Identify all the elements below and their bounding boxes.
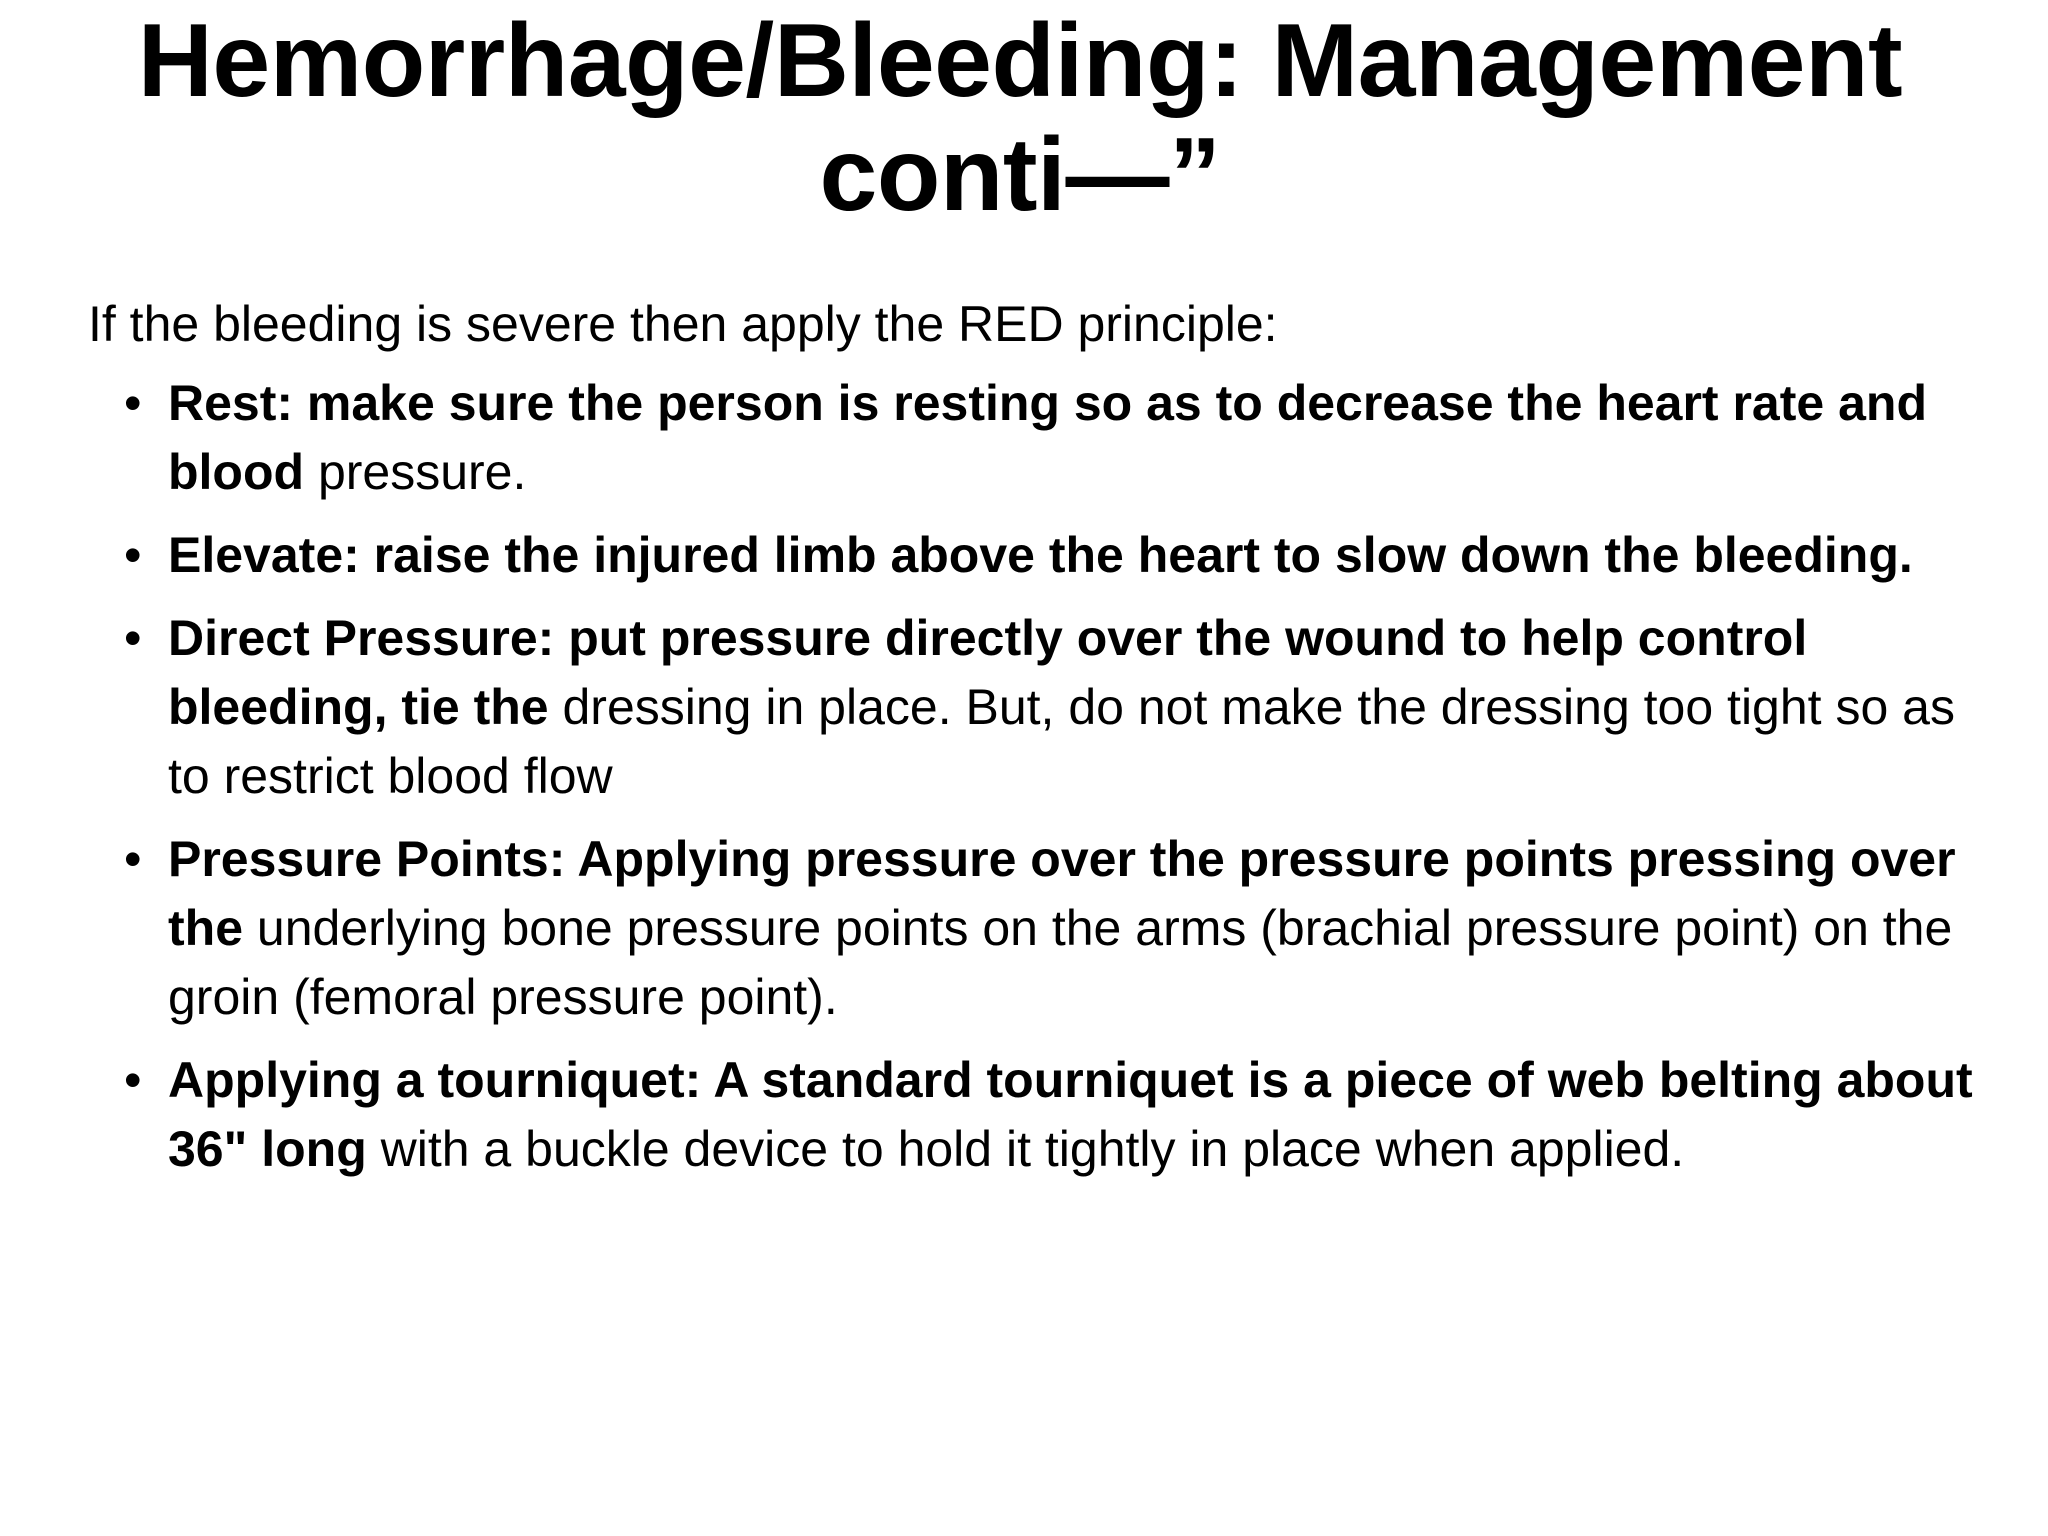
bullet-rest-normal: pressure. [304, 444, 527, 500]
bullet-dot: • [124, 610, 142, 666]
intro-text: If the bleeding is severe then apply the RED principle: [88, 296, 1278, 352]
bullet-rest [88, 369, 1988, 507]
slide-body [88, 290, 1988, 1198]
bullet-tourniquet [88, 1046, 1988, 1184]
bullet-direct-pressure-bold: Direct Pressure: put pressure directly over the wound to help control bleeding, tie the [168, 610, 1808, 735]
slide-title: Hemorrhage/Bleeding: Management conti—” [137, 3, 1903, 233]
bullet-elevate [88, 521, 1988, 590]
bullet-dot: • [124, 527, 142, 583]
bullet-tourniquet-normal: with a buckle device to hold it tightly in place when applied. [366, 1121, 1685, 1177]
bullet-rest-bold: Rest: make sure the person is resting so as to decrease the heart rate and blood [168, 375, 1927, 500]
bullet-dot: • [124, 1052, 142, 1108]
bullet-pressure-points-bold: Pressure Points: Applying pressure over the pressure points pressing over the [168, 831, 1956, 956]
bullet-tourniquet-bold: Applying a tourniquet: A standard tourniquet is a piece of web belting about 36" long [168, 1052, 1973, 1177]
bullet-direct-pressure [88, 604, 1988, 811]
bullet-elevate-bold: Elevate: raise the injured limb above the heart to slow down the bleeding. [168, 527, 1913, 583]
bullet-pressure-points-normal: underlying bone pressure points on the arms (brachial pressure point) on the groin (femoral pressure point). [168, 900, 1953, 1025]
bullet-dot: • [124, 831, 142, 887]
bullet-dot: • [124, 375, 142, 431]
bullet-pressure-points [88, 825, 1988, 1032]
bullet-list [88, 369, 1988, 1184]
bullet-direct-pressure-normal: dressing in place. But, do not make the dressing too tight so as to restrict blood flow [168, 679, 1955, 804]
